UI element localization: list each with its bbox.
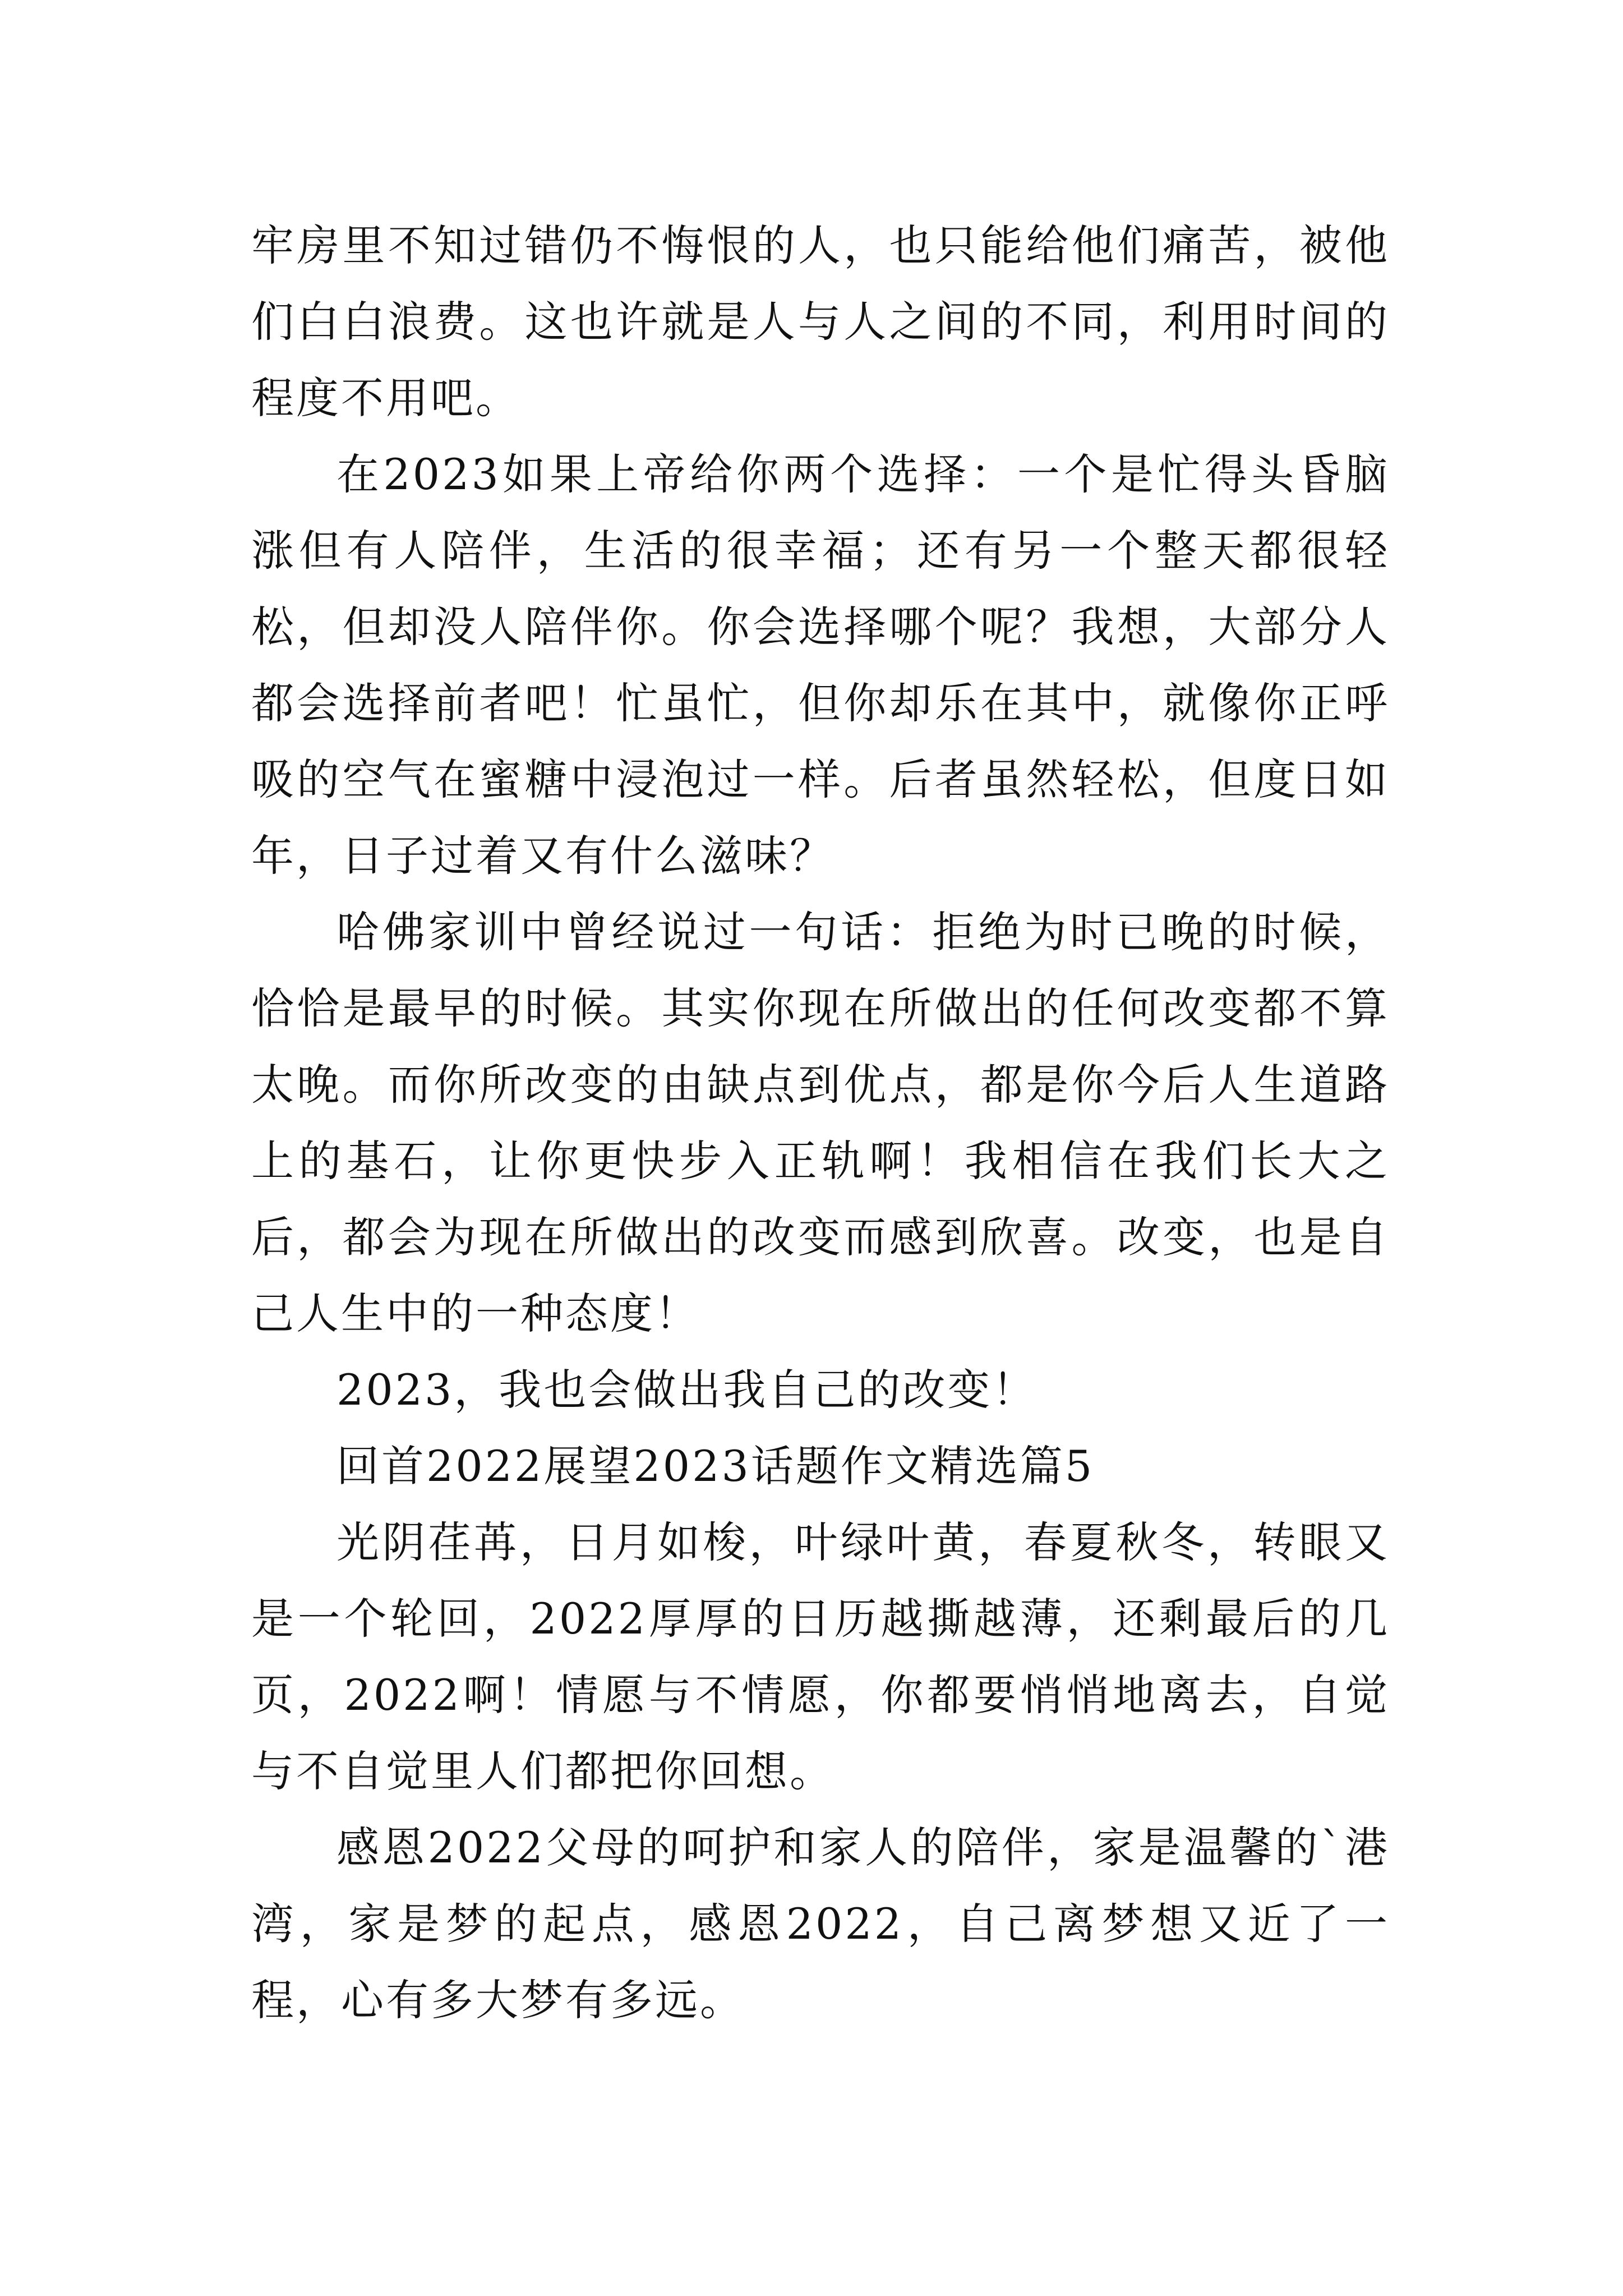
paragraph-4: 2023，我也会做出我自己的改变！ — [336, 1365, 1038, 1415]
document-body — [251, 208, 1390, 2039]
paragraph-1: 牢房里不知过错仍不悔恨的人，也只能给他们痛苦，被他们白白浪费。这也许就是人与人之间的不同，利用时间的程度不用吧。 — [251, 220, 1390, 423]
paragraph-6: 感恩2022父母的呵护和家人的陪伴，家是温馨的`港湾，家是梦的起点，感恩2022，自己离梦想又近了一程，心有多大梦有多远。 — [251, 1823, 1390, 2025]
section-heading: 回首2022展望2023话题作文精选篇5 — [336, 1441, 1095, 1491]
paragraph-5: 光阴荏苒，日月如梭，叶绿叶黄，春夏秋冬，转眼又是一个轮回，2022厚厚的日历越撕越薄，还剩最后的几页，2022啊！情愿与不情愿，你都要悄悄地离去，自觉与不自觉里人们都把你回想。 — [251, 1517, 1390, 1796]
paragraph-3: 哈佛家训中曾经说过一句话：拒绝为时已晚的时候，恰恰是最早的时候。其实你现在所做出的任何改变都不算太晚。而你所改变的由缺点到优点，都是你今后人生道路上的基石，让你更快步入正轨啊！我相信在我们长大之后，都会为现在所做出的改变而感到欣喜。改变，也是自己人生中的一种态度！ — [251, 907, 1390, 1338]
paragraph-2: 在2023如果上帝给你两个选择：一个是忙得头昏脑涨但有人陪伴，生活的很幸福；还有另一个整天都很轻松，但却没人陪伴你。你会选择哪个呢？我想，大部分人都会选择前者吧！忙虽忙，但你却乐在其中，就像你正呼吸的空气在蜜糖中浸泡过一样。后者虽然轻松，但度日如年，日子过着又有什么滋味？ — [251, 449, 1390, 881]
